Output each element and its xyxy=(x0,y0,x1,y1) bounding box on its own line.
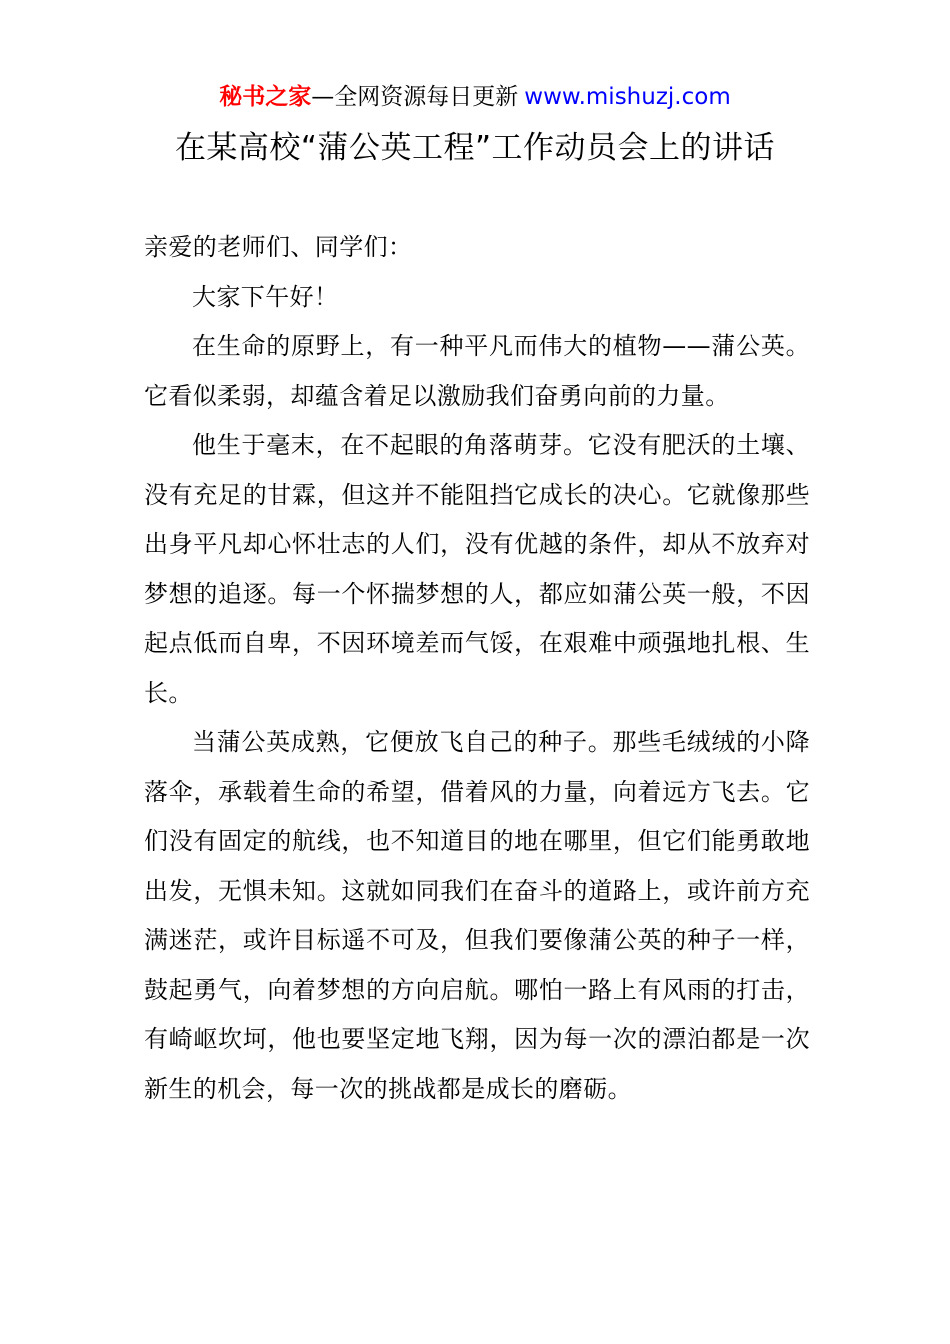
paragraph-greeting: 大家下午好！ xyxy=(192,282,339,311)
paragraph-seeds: 当蒲公英成熟，它便放飞自己的种子。那些毛绒绒的小降落伞，承载着生命的希望，借着风的力量，向着远方飞去。它们没有固定的航线，也不知道目的地在哪里，但它们能勇敢地出发，无惧未知。这就如同我们在奋斗的道路上，或许前方充满迷茫，或许目标遥不可及，但我们要像蒲公英的种子一样，鼓起勇气，向着梦想的方向启航。哪怕一路上有风雨的打击，有崎岖坎坷，他也要坚定地飞翔，因为每一次的漂泊都是一次新生的机会，每一次的挑战都是成长的磨砺。 xyxy=(144,728,810,1103)
document-title: 在某高校“蒲公英工程”工作动员会上的讲话 xyxy=(174,130,776,166)
paragraph-intro: 在生命的原野上，有一种平凡而伟大的植物——蒲公英。它看似柔弱，却蕴含着足以激励我们奋勇向前的力量。 xyxy=(144,332,810,410)
salutation: 亲爱的老师们、同学们： xyxy=(144,233,413,261)
paragraph-rooting: 他生于毫末，在不起眼的角落萌芽。它没有肥沃的土壤、没有充足的甘霖，但这并不能阻挡它成长的决心。它就像那些出身平凡却心怀壮志的人们，没有优越的条件，却从不放弃对梦想的追逐。每一个怀揣梦想的人，都应如蒲公英一般，不因起点低而自卑，不因环境差而气馁，在艰难中顽强地扎根、生长。 xyxy=(144,431,810,707)
site-header xyxy=(0,80,950,114)
site-url-link[interactable]: www.mishuzj.com xyxy=(524,84,731,110)
site-name: 秘书之家 xyxy=(219,84,312,110)
document-body xyxy=(144,223,810,1114)
site-tagline: —全网资源每日更新 xyxy=(311,84,519,110)
